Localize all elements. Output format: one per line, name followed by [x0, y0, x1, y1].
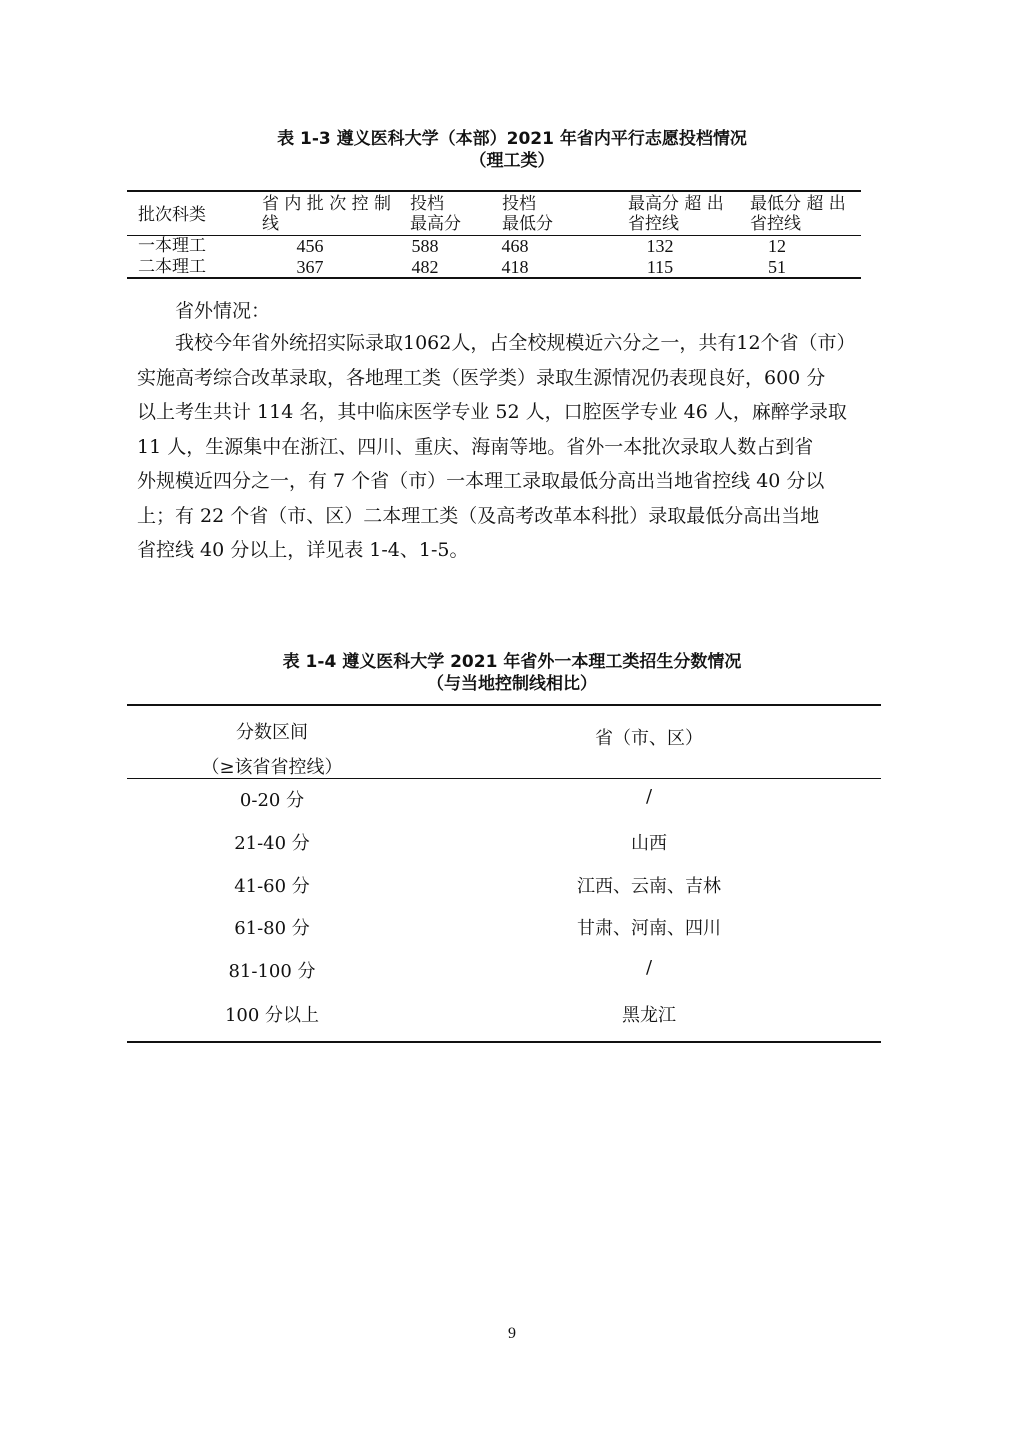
table-row-1-max-over: 132	[646, 236, 674, 256]
paragraph-line: 省控线 40 分以上，详见表 1-4、1-5。	[137, 539, 469, 561]
table-row-range: 100 分以上	[224, 1005, 320, 1026]
header-max-over-2: 省控线	[628, 214, 679, 234]
header-max-score-1: 投档	[410, 194, 444, 214]
paragraph-line: 外规模近四分之一，有 7 个省（市）一本理工录取最低分高出当地省控线 40 分以	[137, 470, 825, 492]
table-row-range: 0-20 分	[239, 790, 305, 811]
header-min-score-2: 最低分	[502, 214, 553, 234]
table-header-rule	[127, 778, 881, 779]
table-top-rule	[127, 704, 881, 706]
table-1-4-subcaption: （与当地控制线相比）	[427, 674, 597, 694]
section-heading: 省外情况：	[175, 300, 271, 322]
header-min-score-1: 投档	[502, 194, 536, 214]
header-control-line-2: 线	[262, 214, 279, 234]
table-row-provinces: 山西	[631, 833, 667, 854]
paragraph-line: 我校今年省外统招实际录取1062人，占全校规模近六分之一，共有12个省（市）	[175, 332, 856, 354]
table-row-range: 81-100 分	[228, 961, 316, 982]
header-max-over-1: 最高分 超 出	[628, 194, 724, 214]
table-row-1-min-over: 12	[768, 236, 786, 256]
table-row-2-max: 482	[411, 257, 439, 277]
paragraph-line: 实施高考综合改革录取，各地理工类（医学类）录取生源情况仍表现良好，600 分	[137, 366, 826, 389]
header-score-range-2: （≥该省省控线）	[201, 757, 343, 778]
header-min-over-1: 最低分 超 出	[750, 194, 846, 214]
table-row-1-max: 588	[411, 236, 439, 256]
table-row-provinces: 黑龙江	[622, 1005, 676, 1026]
table-row-provinces: 江西、云南、吉林	[577, 876, 721, 897]
paragraph-line: 以上考生共计 114 名，其中临床医学专业 52 人，口腔医学专业 46 人，麻醉学录取	[137, 401, 847, 423]
table-row-2-type: 二本理工	[138, 257, 206, 277]
table-row-1-control: 456	[296, 236, 324, 256]
header-max-score-2: 最高分	[410, 214, 461, 234]
header-batch-type: 批次科类	[138, 205, 206, 225]
table-row-2-min-over: 51	[768, 257, 786, 277]
header-provinces: 省（市、区）	[595, 728, 703, 749]
table-row-provinces: /	[645, 786, 653, 807]
header-control-line-1: 省 内 批 次 控 制	[262, 194, 392, 214]
table-row-provinces: /	[645, 957, 653, 978]
table-row-2-max-over: 115	[646, 257, 674, 277]
table-row-2-min: 418	[501, 257, 529, 277]
table-row-2-control: 367	[296, 257, 324, 277]
table-1-3-subcaption: （理工类）	[469, 151, 555, 171]
paragraph-line: 上；有 22 个省（市、区）二本理工类（及高考改革本科批）录取最低分高出当地	[137, 504, 820, 527]
header-min-over-2: 省控线	[750, 214, 801, 234]
table-1-4-caption: 表 1-4 遵义医科大学 2021 年省外一本理工类招生分数情况	[282, 652, 742, 672]
table-row-1-type: 一本理工	[138, 236, 206, 256]
table-1-3-caption: 表 1-3 遵义医科大学（本部）2021 年省内平行志愿投档情况	[277, 129, 747, 149]
table-row-range: 21-40 分	[234, 833, 310, 854]
body-paragraph	[137, 326, 868, 568]
paragraph-line: 11 人，生源集中在浙江、四川、重庆、海南等地。省外一本批次录取人数占到省	[137, 435, 814, 458]
table-row-range: 61-80 分	[234, 918, 310, 939]
page-number: 9	[508, 1325, 516, 1342]
header-score-range-1: 分数区间	[236, 722, 308, 743]
table-row-1-min: 468	[501, 236, 529, 256]
table-bottom-rule	[127, 277, 861, 279]
table-row-provinces: 甘肃、河南、四川	[577, 918, 721, 939]
table-bottom-rule	[127, 1041, 881, 1043]
table-row-range: 41-60 分	[234, 876, 310, 897]
table-top-rule	[127, 190, 861, 192]
